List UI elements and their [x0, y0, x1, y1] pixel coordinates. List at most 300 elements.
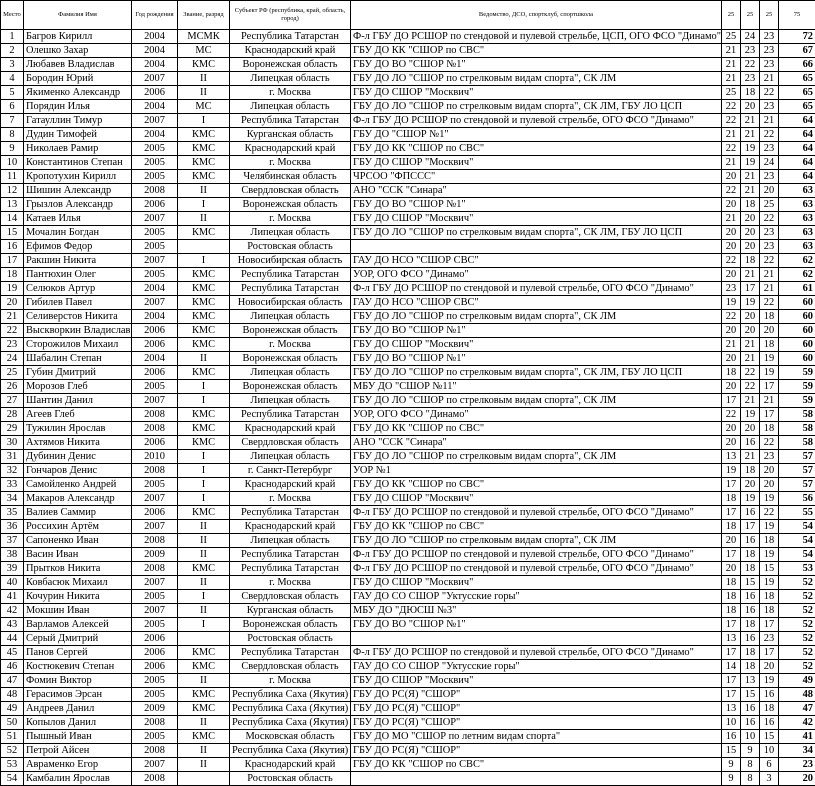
cell-region: Липецкая область [230, 226, 351, 240]
cell-total: 54 [779, 520, 815, 534]
cell-year: 2008 [132, 422, 178, 436]
cell-org: ГБУ ДО ВО "СШОР №1" [351, 352, 722, 366]
cell-series-1: 13 [722, 450, 741, 464]
cell-series-2: 20 [741, 240, 760, 254]
cell-rank: КМС [178, 646, 230, 660]
cell-org: ГБУ ДО ВО "СШОР №1" [351, 618, 722, 632]
cell-year: 2006 [132, 324, 178, 338]
cell-region: Московская область [230, 730, 351, 744]
cell-series-1: 20 [722, 562, 741, 576]
cell-series-3: 22 [760, 128, 779, 142]
cell-rank: КМС [178, 282, 230, 296]
cell-total: 64 [779, 170, 815, 184]
cell-rank: КМС [178, 170, 230, 184]
cell-name: Камбалин Ярослав [24, 772, 132, 786]
cell-series-1: 20 [722, 198, 741, 212]
cell-series-3: 23 [760, 58, 779, 72]
cell-org: ГБУ ДО КК "СШОР по СВС" [351, 422, 722, 436]
cell-name: Пышный Иван [24, 730, 132, 744]
cell-region: Воронежская область [230, 380, 351, 394]
cell-region: Свердловская область [230, 436, 351, 450]
cell-org: ЧРСОО "ФПССС" [351, 170, 722, 184]
table-row [1, 198, 815, 212]
cell-series-1: 21 [722, 44, 741, 58]
cell-name: Панов Сергей [24, 646, 132, 660]
cell-series-1: 18 [722, 492, 741, 506]
cell-series-1: 13 [722, 702, 741, 716]
cell-place: 7 [1, 114, 24, 128]
cell-series-3: 16 [760, 688, 779, 702]
table-row [1, 758, 815, 772]
cell-rank: I [178, 450, 230, 464]
cell-region: Липецкая область [230, 366, 351, 380]
cell-place: 42 [1, 604, 24, 618]
cell-region: г. Москва [230, 492, 351, 506]
cell-total: 60 [779, 296, 815, 310]
cell-rank: КМС [178, 408, 230, 422]
cell-year: 2007 [132, 212, 178, 226]
cell-name: Костюкевич Степан [24, 660, 132, 674]
cell-place: 22 [1, 324, 24, 338]
cell-year: 2005 [132, 170, 178, 184]
cell-total: 58 [779, 408, 815, 422]
table-row [1, 86, 815, 100]
cell-year: 2005 [132, 730, 178, 744]
cell-series-3: 19 [760, 520, 779, 534]
table-row [1, 30, 815, 44]
cell-year: 2005 [132, 226, 178, 240]
cell-total: 41 [779, 730, 815, 744]
cell-org: ГБУ ДО ЛО "СШОР по стрелковым видам спорта", СК ЛМ [351, 310, 722, 324]
table-row [1, 576, 815, 590]
cell-series-2: 17 [741, 282, 760, 296]
cell-name: Кочурин Никита [24, 590, 132, 604]
cell-region: г. Москва [230, 212, 351, 226]
cell-name: Кропотухин Кирилл [24, 170, 132, 184]
table-row [1, 114, 815, 128]
cell-rank: II [178, 744, 230, 758]
cell-place: 41 [1, 590, 24, 604]
cell-rank: КМС [178, 128, 230, 142]
cell-rank: КМС [178, 660, 230, 674]
cell-region: Краснодарский край [230, 520, 351, 534]
table-row [1, 156, 815, 170]
cell-year: 2009 [132, 702, 178, 716]
cell-series-2: 8 [741, 772, 760, 786]
cell-year: 2008 [132, 408, 178, 422]
cell-total: 63 [779, 184, 815, 198]
cell-total: 63 [779, 198, 815, 212]
cell-region: Республика Саха (Якутия) [230, 702, 351, 716]
cell-place: 33 [1, 478, 24, 492]
cell-series-1: 18 [722, 590, 741, 604]
cell-org: ГБУ ДО РС(Я) "СШОР" [351, 716, 722, 730]
cell-series-1: 17 [722, 674, 741, 688]
cell-rank: II [178, 520, 230, 534]
cell-org: АНО "ССК "Синара" [351, 184, 722, 198]
cell-name: Шишин Александр [24, 184, 132, 198]
cell-year: 2007 [132, 394, 178, 408]
cell-place: 40 [1, 576, 24, 590]
cell-series-2: 20 [741, 212, 760, 226]
cell-series-1: 9 [722, 758, 741, 772]
cell-org: АНО "ССК "Синара" [351, 436, 722, 450]
cell-name: Тужилин Ярослав [24, 422, 132, 436]
cell-series-3: 24 [760, 156, 779, 170]
cell-series-1: 15 [722, 744, 741, 758]
cell-region: Республика Саха (Якутия) [230, 744, 351, 758]
table-row [1, 100, 815, 114]
cell-year: 2007 [132, 758, 178, 772]
cell-name: Якименко Александр [24, 86, 132, 100]
cell-org: ГБУ ДО КК "СШОР по СВС" [351, 758, 722, 772]
cell-place: 48 [1, 688, 24, 702]
cell-series-3: 23 [760, 142, 779, 156]
cell-total: 63 [779, 212, 815, 226]
cell-org: ГБУ ДО КК "СШОР по СВС" [351, 478, 722, 492]
table-row [1, 492, 815, 506]
cell-year: 2005 [132, 142, 178, 156]
cell-region: Краснодарский край [230, 758, 351, 772]
cell-region: Новосибирская область [230, 296, 351, 310]
cell-year: 2007 [132, 72, 178, 86]
cell-total: 58 [779, 422, 815, 436]
cell-org: ГБУ ДО ЛО "СШОР по стрелковым видам спорта", СК ЛМ [351, 72, 722, 86]
cell-year: 2004 [132, 58, 178, 72]
cell-region: Липецкая область [230, 100, 351, 114]
cell-rank [178, 772, 230, 786]
cell-org: ГБУ ДО ВО "СШОР №1" [351, 324, 722, 338]
cell-org: ГБУ ДО КК "СШОР по СВС" [351, 142, 722, 156]
table-row [1, 352, 815, 366]
table-row [1, 324, 815, 338]
cell-region: Краснодарский край [230, 142, 351, 156]
cell-series-2: 19 [741, 296, 760, 310]
cell-name: Порядин Илья [24, 100, 132, 114]
cell-series-2: 18 [741, 254, 760, 268]
cell-series-3: 18 [760, 310, 779, 324]
cell-name: Шантин Данил [24, 394, 132, 408]
cell-name: Грызлов Александр [24, 198, 132, 212]
table-row [1, 268, 815, 282]
cell-org: ГБУ ДО ВО "СШОР №1" [351, 198, 722, 212]
cell-total: 52 [779, 590, 815, 604]
cell-rank: КМС [178, 562, 230, 576]
cell-series-2: 20 [741, 100, 760, 114]
cell-series-1: 17 [722, 548, 741, 562]
cell-series-1: 22 [722, 100, 741, 114]
cell-series-3: 3 [760, 772, 779, 786]
cell-region: г. Санкт-Петербург [230, 464, 351, 478]
cell-series-1: 17 [722, 394, 741, 408]
cell-rank: I [178, 492, 230, 506]
header-series-2: 25 [741, 1, 760, 30]
cell-place: 10 [1, 156, 24, 170]
cell-series-2: 18 [741, 646, 760, 660]
cell-name: Макаров Александр [24, 492, 132, 506]
cell-org: Ф-л ГБУ ДО РСШОР по стендовой и пулевой стрельбе, ОГО ФСО "Динамо" [351, 506, 722, 520]
cell-org: ГБУ ДО ЛО "СШОР по стрелковым видам спорта", СК ЛМ, ГБУ ЛО ЦСП [351, 366, 722, 380]
cell-total: 60 [779, 324, 815, 338]
cell-series-1: 18 [722, 576, 741, 590]
cell-place: 35 [1, 506, 24, 520]
cell-name: Катаев Илья [24, 212, 132, 226]
cell-rank: II [178, 352, 230, 366]
cell-place: 12 [1, 184, 24, 198]
table-row [1, 338, 815, 352]
cell-series-2: 21 [741, 338, 760, 352]
cell-place: 14 [1, 212, 24, 226]
table-row [1, 772, 815, 786]
cell-place: 15 [1, 226, 24, 240]
cell-org: ГБУ ДО ЛО "СШОР по стрелковым видам спорта", СК ЛМ [351, 450, 722, 464]
cell-place: 20 [1, 296, 24, 310]
cell-org: МБУ ДО "СШОР №11" [351, 380, 722, 394]
cell-region: Республика Татарстан [230, 408, 351, 422]
cell-series-3: 25 [760, 198, 779, 212]
cell-org: Ф-л ГБУ ДО РСШОР по стендовой и пулевой стрельбе, ОГО ФСО "Динамо" [351, 548, 722, 562]
cell-series-2: 19 [741, 156, 760, 170]
table-row [1, 464, 815, 478]
cell-series-2: 15 [741, 688, 760, 702]
cell-total: 67 [779, 44, 815, 58]
cell-name: Гончаров Денис [24, 464, 132, 478]
cell-region: Воронежская область [230, 618, 351, 632]
table-row [1, 632, 815, 646]
cell-series-2: 20 [741, 422, 760, 436]
cell-series-3: 23 [760, 240, 779, 254]
cell-total: 52 [779, 632, 815, 646]
cell-series-3: 22 [760, 506, 779, 520]
cell-series-3: 23 [760, 632, 779, 646]
cell-series-2: 8 [741, 758, 760, 772]
cell-rank: КМС [178, 58, 230, 72]
cell-total: 49 [779, 674, 815, 688]
cell-series-2: 23 [741, 72, 760, 86]
cell-region: Курганская область [230, 604, 351, 618]
table-row [1, 702, 815, 716]
cell-year: 2008 [132, 534, 178, 548]
cell-place: 21 [1, 310, 24, 324]
header-series-3: 25 [760, 1, 779, 30]
header-year: Год рождения [132, 1, 178, 30]
table-row [1, 254, 815, 268]
cell-place: 32 [1, 464, 24, 478]
cell-series-2: 16 [741, 436, 760, 450]
cell-org: ГБУ ДО ЛО "СШОР по стрелковым видам спорта", СК ЛМ [351, 394, 722, 408]
cell-rank: КМС [178, 324, 230, 338]
cell-region: Краснодарский край [230, 44, 351, 58]
header-org: Ведомство, ДСО, спортклуб, спортшкола [351, 1, 722, 30]
cell-total: 64 [779, 128, 815, 142]
cell-year: 2005 [132, 618, 178, 632]
cell-year: 2007 [132, 296, 178, 310]
cell-place: 6 [1, 100, 24, 114]
cell-series-3: 17 [760, 618, 779, 632]
table-row [1, 562, 815, 576]
cell-name: Валиев Саммир [24, 506, 132, 520]
cell-region: Челябинская область [230, 170, 351, 184]
cell-series-3: 17 [760, 646, 779, 660]
cell-name: Шабалин Степан [24, 352, 132, 366]
cell-rank: II [178, 86, 230, 100]
cell-name: Авраменко Егор [24, 758, 132, 772]
cell-year: 2007 [132, 520, 178, 534]
cell-series-3: 23 [760, 44, 779, 58]
cell-region: Республика Татарстан [230, 562, 351, 576]
cell-org: ГБУ ДО МО "СШОР по летним видам спорта" [351, 730, 722, 744]
cell-year: 2004 [132, 44, 178, 58]
cell-place: 8 [1, 128, 24, 142]
cell-name: Дудин Тимофей [24, 128, 132, 142]
cell-region: Республика Татарстан [230, 646, 351, 660]
cell-series-3: 15 [760, 562, 779, 576]
cell-series-2: 19 [741, 142, 760, 156]
cell-series-3: 21 [760, 394, 779, 408]
cell-series-3: 22 [760, 86, 779, 100]
cell-name: Олешко Захар [24, 44, 132, 58]
cell-org: Ф-л ГБУ ДО РСШОР по стендовой и пулевой стрельбе, ОГО ФСО "Динамо" [351, 114, 722, 128]
cell-region: Воронежская область [230, 198, 351, 212]
cell-region: Республика Татарстан [230, 282, 351, 296]
cell-region: Ростовская область [230, 632, 351, 646]
cell-org: ГБУ ДО СШОР "Москвич" [351, 492, 722, 506]
cell-year: 2004 [132, 128, 178, 142]
cell-rank: КМС [178, 142, 230, 156]
cell-series-3: 17 [760, 380, 779, 394]
table-row [1, 394, 815, 408]
cell-name: Бородин Юрий [24, 72, 132, 86]
table-row [1, 408, 815, 422]
cell-total: 20 [779, 772, 815, 786]
cell-region: Республика Татарстан [230, 506, 351, 520]
cell-series-2: 16 [741, 702, 760, 716]
cell-name: Гибилев Павел [24, 296, 132, 310]
cell-series-3: 20 [760, 464, 779, 478]
table-row [1, 534, 815, 548]
cell-name: Николаев Рамир [24, 142, 132, 156]
cell-series-1: 21 [722, 58, 741, 72]
cell-series-3: 16 [760, 716, 779, 730]
cell-region: Липецкая область [230, 72, 351, 86]
cell-region: Новосибирская область [230, 254, 351, 268]
cell-total: 57 [779, 478, 815, 492]
cell-total: 64 [779, 142, 815, 156]
cell-total: 63 [779, 226, 815, 240]
cell-place: 9 [1, 142, 24, 156]
cell-total: 42 [779, 716, 815, 730]
cell-total: 60 [779, 352, 815, 366]
cell-series-3: 18 [760, 534, 779, 548]
cell-name: Ахтямов Никита [24, 436, 132, 450]
cell-series-1: 14 [722, 660, 741, 674]
cell-year: 2005 [132, 268, 178, 282]
table-row [1, 436, 815, 450]
cell-series-3: 23 [760, 170, 779, 184]
cell-name: Губин Дмитрий [24, 366, 132, 380]
cell-series-1: 20 [722, 436, 741, 450]
cell-series-3: 22 [760, 212, 779, 226]
cell-rank: II [178, 548, 230, 562]
cell-series-1: 20 [722, 422, 741, 436]
cell-series-2: 15 [741, 576, 760, 590]
cell-place: 17 [1, 254, 24, 268]
cell-year: 2008 [132, 772, 178, 786]
cell-year: 2006 [132, 366, 178, 380]
cell-total: 52 [779, 604, 815, 618]
cell-region: Свердловская область [230, 590, 351, 604]
cell-org: ГБУ ДО РС(Я) "СШОР" [351, 744, 722, 758]
cell-series-2: 18 [741, 548, 760, 562]
cell-series-1: 22 [722, 310, 741, 324]
cell-year: 2006 [132, 86, 178, 100]
cell-place: 4 [1, 72, 24, 86]
cell-name: Агеев Глеб [24, 408, 132, 422]
cell-region: г. Москва [230, 156, 351, 170]
cell-total: 52 [779, 618, 815, 632]
cell-year: 2008 [132, 562, 178, 576]
cell-rank: I [178, 618, 230, 632]
cell-org: Ф-л ГБУ ДО РСШОР по стендовой и пулевой стрельбе, ОГО ФСО "Динамо" [351, 562, 722, 576]
cell-total: 62 [779, 254, 815, 268]
cell-rank: КМС [178, 226, 230, 240]
table-row [1, 618, 815, 632]
cell-name: Копылов Данил [24, 716, 132, 730]
cell-name: Серый Дмитрий [24, 632, 132, 646]
cell-year: 2008 [132, 744, 178, 758]
cell-total: 54 [779, 534, 815, 548]
cell-total: 61 [779, 282, 815, 296]
cell-place: 39 [1, 562, 24, 576]
cell-region: Краснодарский край [230, 422, 351, 436]
cell-year: 2005 [132, 688, 178, 702]
cell-series-3: 18 [760, 590, 779, 604]
cell-series-2: 20 [741, 310, 760, 324]
cell-series-2: 18 [741, 618, 760, 632]
cell-name: Петрой Айсен [24, 744, 132, 758]
cell-year: 2009 [132, 548, 178, 562]
cell-total: 53 [779, 562, 815, 576]
cell-region: Республика Татарстан [230, 268, 351, 282]
cell-org [351, 772, 722, 786]
cell-name: Россихин Артём [24, 520, 132, 534]
cell-name: Ефимов Федор [24, 240, 132, 254]
cell-org: Ф-л ГБУ ДО РСШОР по стендовой и пулевой стрельбе, ОГО ФСО "Динамо" [351, 646, 722, 660]
cell-total: 23 [779, 758, 815, 772]
cell-series-2: 18 [741, 660, 760, 674]
cell-total: 60 [779, 310, 815, 324]
table-row [1, 520, 815, 534]
cell-org: УОР, ОГО ФСО "Динамо" [351, 268, 722, 282]
table-row [1, 646, 815, 660]
cell-name: Пантюхин Олег [24, 268, 132, 282]
cell-name: Васин Иван [24, 548, 132, 562]
cell-series-2: 22 [741, 380, 760, 394]
cell-region: Республика Саха (Якутия) [230, 716, 351, 730]
cell-total: 55 [779, 506, 815, 520]
cell-rank: II [178, 758, 230, 772]
cell-place: 47 [1, 674, 24, 688]
cell-org: ГБУ ДО КК "СШОР по СВС" [351, 44, 722, 58]
cell-region: г. Москва [230, 338, 351, 352]
cell-place: 49 [1, 702, 24, 716]
cell-series-1: 20 [722, 352, 741, 366]
cell-place: 51 [1, 730, 24, 744]
cell-year: 2006 [132, 436, 178, 450]
cell-series-1: 21 [722, 212, 741, 226]
cell-series-3: 22 [760, 254, 779, 268]
cell-series-1: 20 [722, 534, 741, 548]
